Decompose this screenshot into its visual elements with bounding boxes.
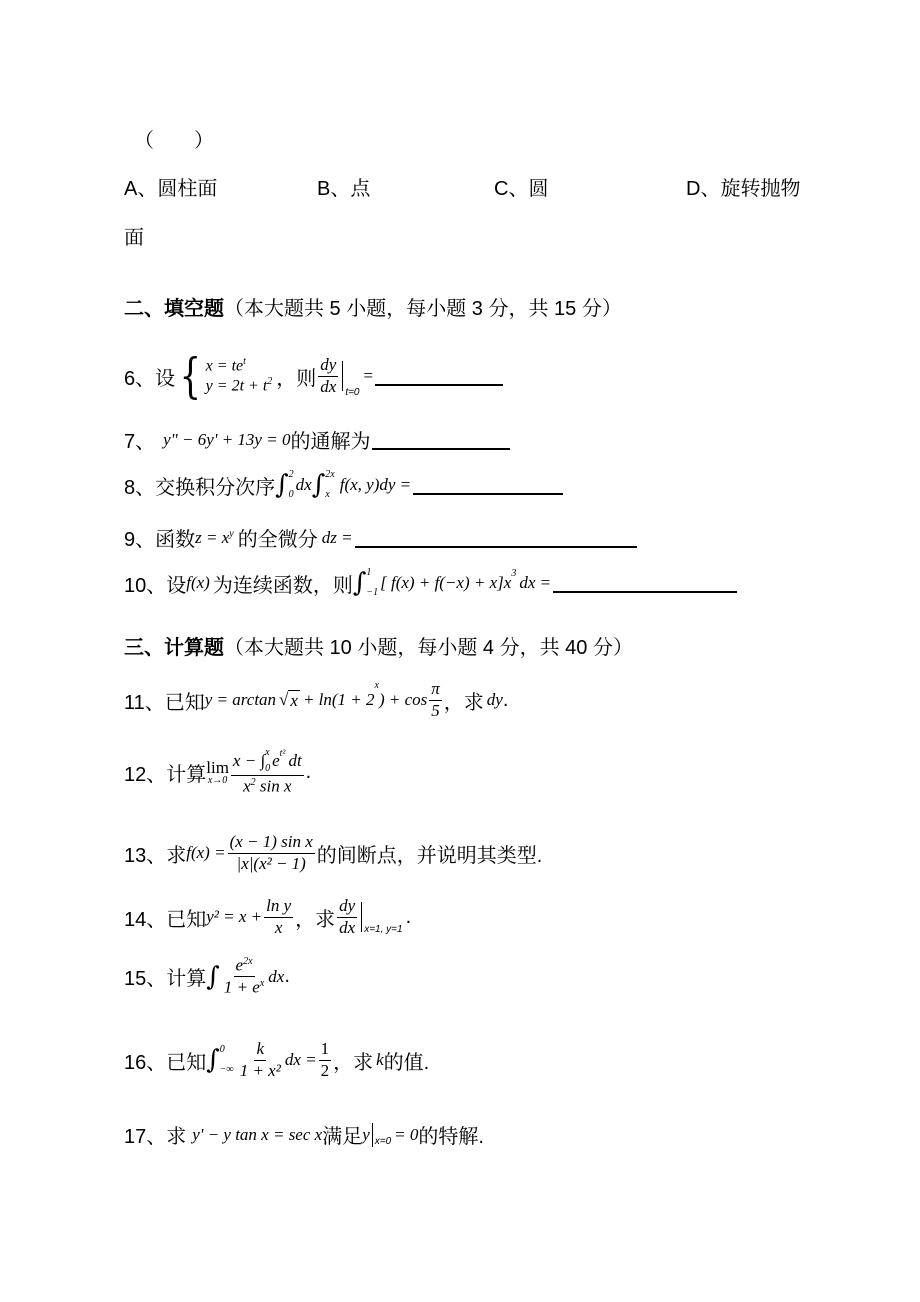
question-14: 14、已知 y² = x + $\frac{\text{ln y}}{x}$ ，求 $\frac{dy}{dx}$ x=1, y=1 . [124, 896, 412, 937]
option-d-wrap: 面 [124, 227, 144, 249]
question-8: 8、交换积分次序 ∫ 2 0 dx ∫ 2x x f(x, y)dy = [124, 470, 563, 500]
section-3-heading: 三、计算题 （本大题共 10 小题，每小题 4 分，共 40 分） [124, 637, 633, 659]
question-10: 10、设 f(x) 为连续函数，则 ∫ 1 −1 [ f(x) + f(−x) + x]x $^3$ dx = [124, 568, 737, 598]
answer-blank[interactable] [375, 366, 503, 386]
option-c: C、圆 [494, 178, 549, 200]
question-13: 13、求 f(x) = $\frac{\text{(x − 1) sin x}}{\text{|x|(x² − 1)}}$ 的间断点，并说明其类型. [124, 832, 543, 873]
answer-blank[interactable] [413, 475, 563, 495]
answer-paren: （ ） [134, 130, 214, 152]
question-17: 17、求 y' − y tan x = sec x 满足 y x=0 = 0 的特解. [124, 1124, 484, 1148]
question-6: 6、设 { $x = te^t$ $y = 2t + t^2$ ，则 $\frac{dy}{dx}$ t=0 = [124, 352, 503, 400]
option-a: A、圆柱面 [124, 178, 218, 200]
section-2-heading: 二、填空题 （本大题共 5 小题，每小题 3 分，共 15 分） [124, 298, 622, 320]
question-11: 11、已知 y = arctan √ x + ln(1 + 2 $^x$ ) + cos $\frac{\pi}{5}$ ，求 dy . [124, 679, 509, 720]
question-9: 9、函数 $z = x^y$ 的全微分 dz = [124, 523, 637, 552]
answer-blank[interactable] [372, 430, 510, 450]
option-d: D、旋转抛物 [686, 178, 801, 200]
answer-blank[interactable] [355, 528, 637, 548]
equation-system: { $x = te^t$ $y = 2t + t^2$ [179, 348, 273, 404]
question-15: 15、计算 ∫ $\frac{e^{2x}}{1 + e^x}$ dx . [124, 955, 290, 997]
answer-blank[interactable] [553, 573, 737, 593]
question-16: 16、已知 ∫ 0 −∞ $\frac{k}{\text{1 + x²}}$ dx = $\frac{1}{2}$ ，求 k 的值. [124, 1039, 430, 1080]
question-12: 12、计算 lim x→0 x − ∫ x 0 e $^{t^2}$ dt $x^2$ sin x . [124, 747, 312, 796]
option-b: B、点 [317, 178, 371, 200]
question-7: 7、 y" − 6y' + 13y = 0 的通解为 [124, 425, 510, 454]
